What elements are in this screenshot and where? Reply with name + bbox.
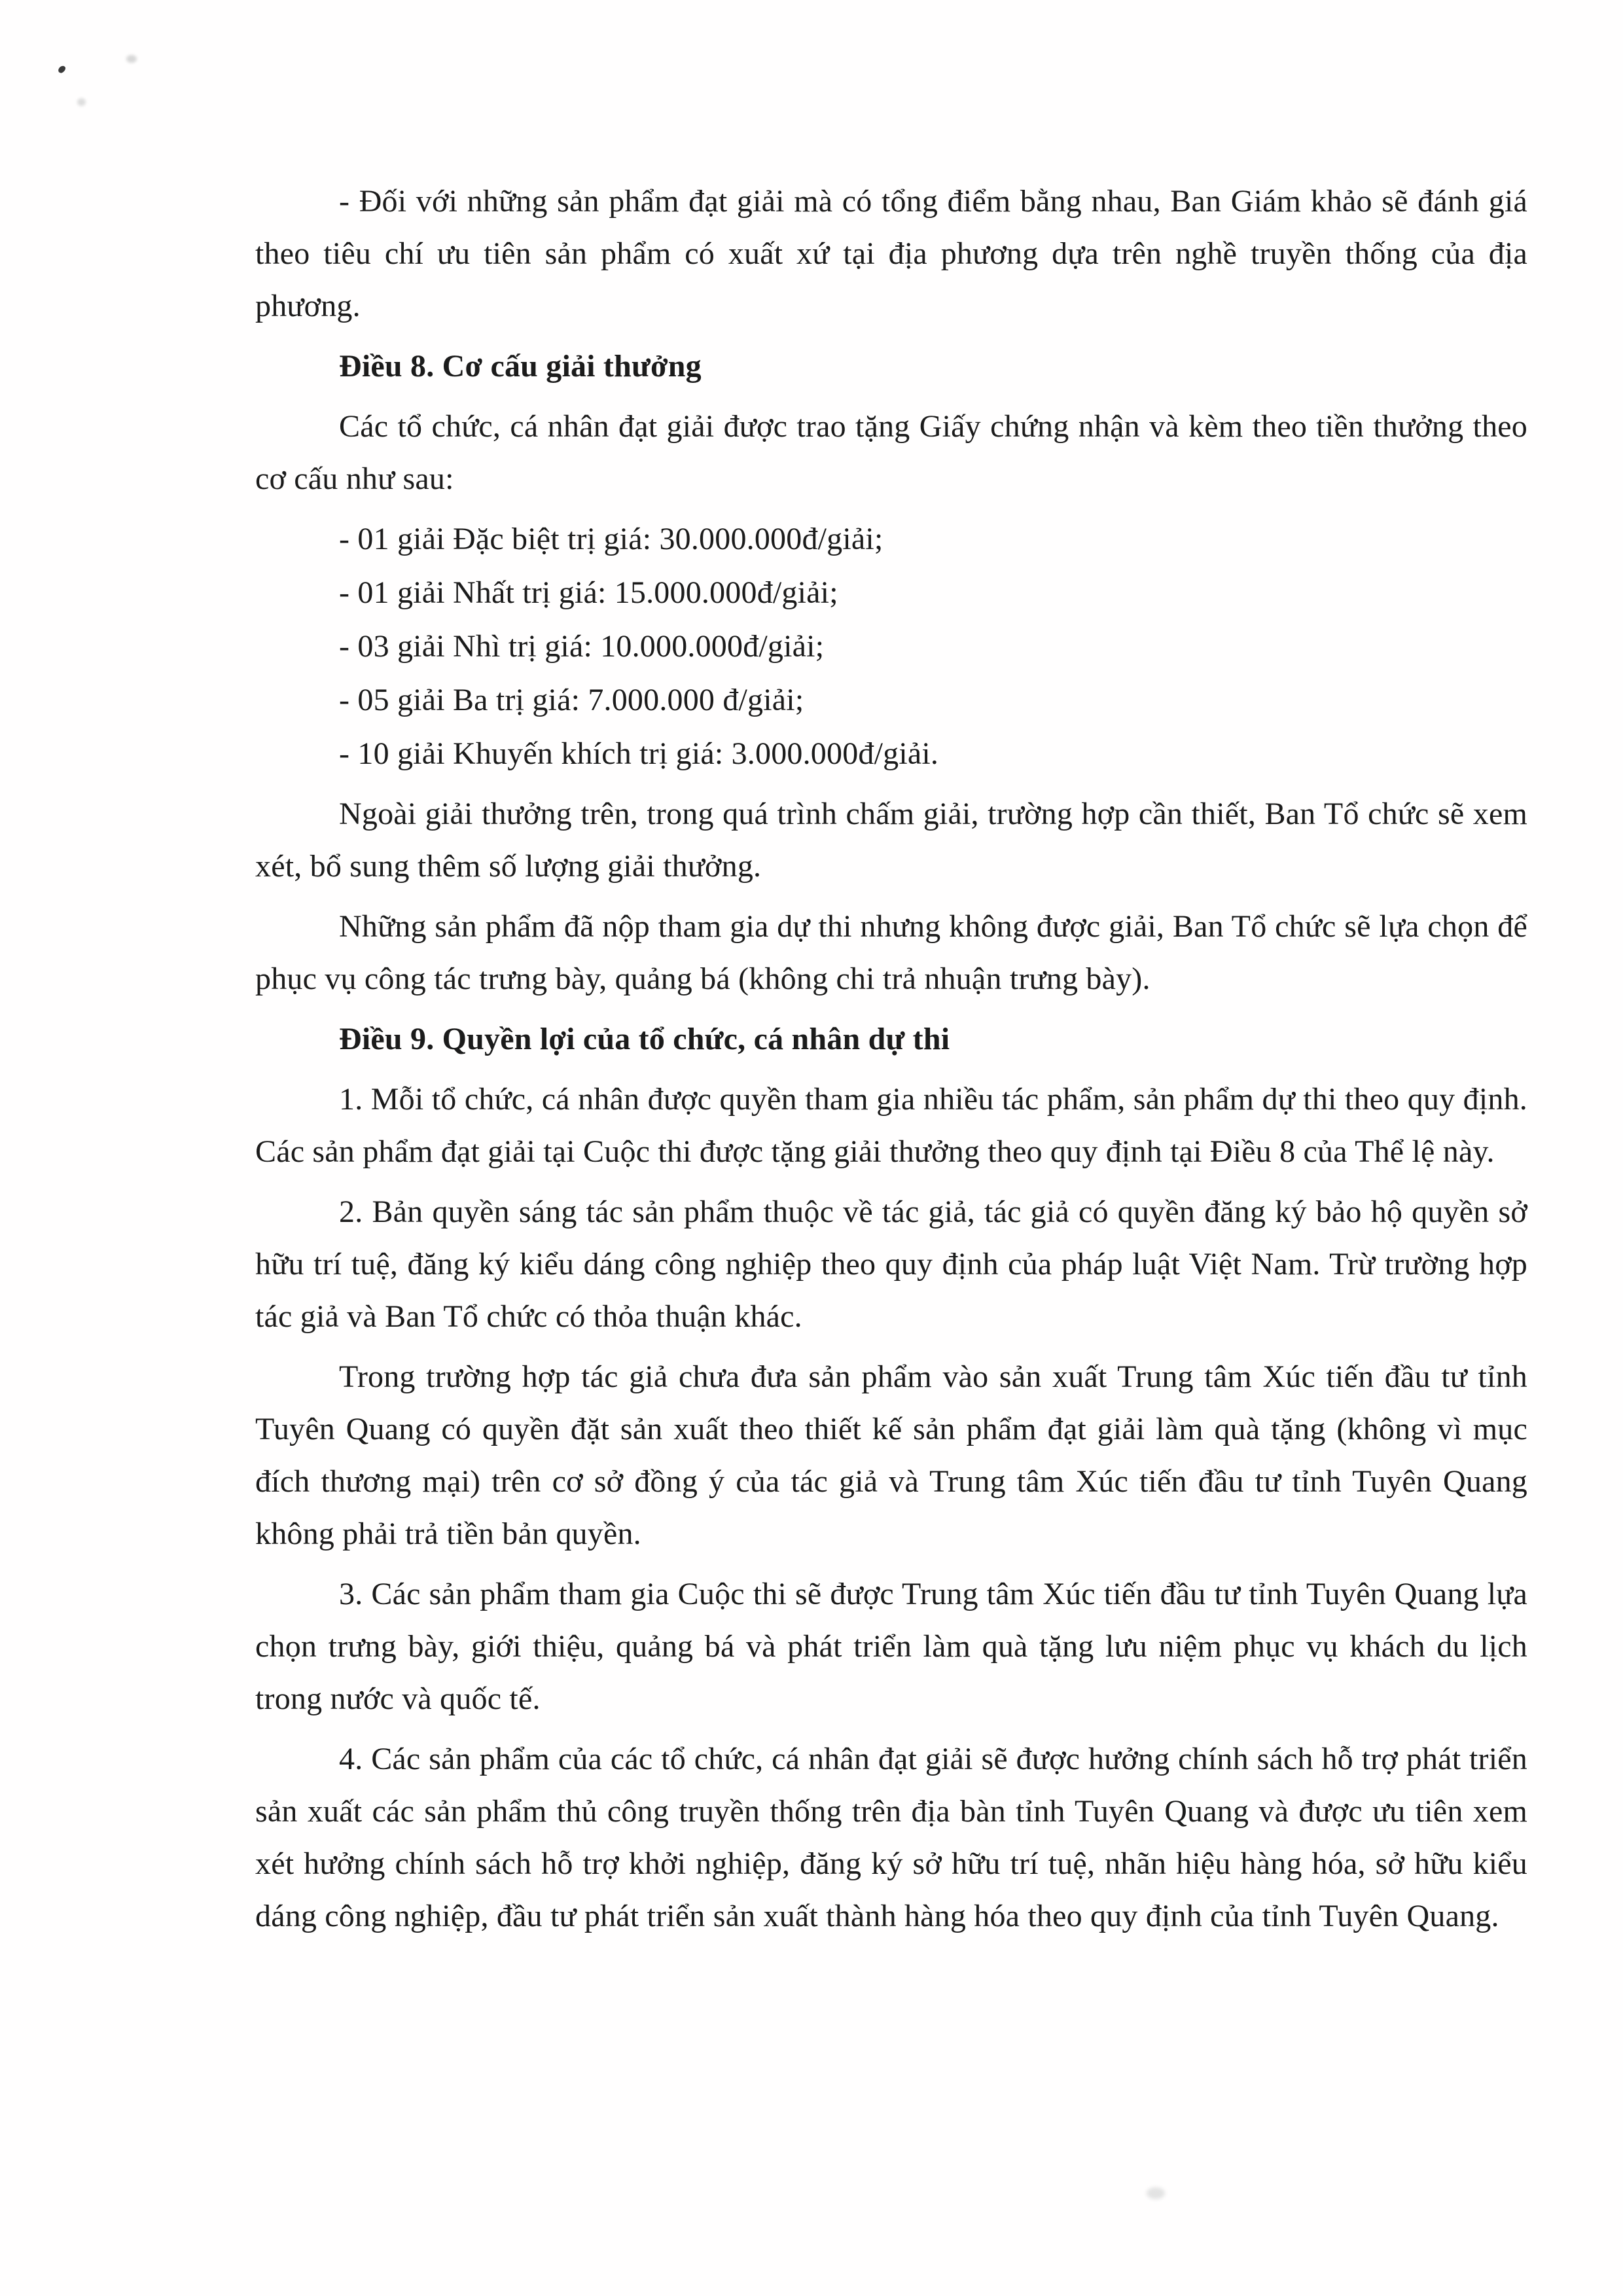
prize-list-item-consolation: - 10 giải Khuyến khích trị giá: 3.000.000đ/giải. (339, 736, 939, 771)
scan-speck-faint (77, 98, 86, 106)
section-heading-article-8: Điều 8. Cơ cấu giải thưởng (339, 349, 702, 384)
section-heading-article-9: Điều 9. Quyền lợi của tổ chức, cá nhân dự thi (339, 1022, 950, 1056)
scan-speck-faint (126, 55, 137, 63)
prize-list-item-special: - 01 giải Đặc biệt trị giá: 30.000.000đ/giải; (339, 522, 883, 556)
paragraph-display-note: Những sản phẩm đã nộp tham gia dự thi nhưng không được giải, Ban Tổ chức sẽ lựa chọn để phục vụ công tác trưng bày, quảng bá (không chi trả nhuận trưng bày). (255, 909, 1527, 996)
paragraph-article8-intro: Các tổ chức, cá nhân đạt giải được trao tặng Giấy chứng nhận và kèm theo tiền thưởng theo cơ cấu như sau: (255, 409, 1527, 496)
paragraph-article9-clause2: 2. Bản quyền sáng tác sản phẩm thuộc về tác giả, tác giả có quyền đăng ký bảo hộ quyền sở hữu trí tuệ, đăng ký kiểu dáng công nghiệp theo quy định của pháp luật Việt Nam. Trừ trường hợp tác giả và Ban Tổ chức có thỏa thuận khác. (255, 1194, 1527, 1334)
prize-list-item-third: - 05 giải Ba trị giá: 7.000.000 đ/giải; (339, 683, 804, 717)
paragraph-article9-clause4: 4. Các sản phẩm của các tổ chức, cá nhân đạt giải sẽ được hưởng chính sách hỗ trợ phát triển sản xuất các sản phẩm thủ công truyền thống trên địa bàn tỉnh Tuyên Quang và được ưu tiên xem xét hưởng chính sách hỗ trợ khởi nghiệp, đăng ký sở hữu trí tuệ, nhãn hiệu hàng hóa, sở hữu kiểu dáng công nghiệp, đầu tư phát triển sản xuất thành hàng hóa theo quy định của tỉnh Tuyên Quang. (255, 1742, 1527, 1933)
prize-list-item-first: - 01 giải Nhất trị giá: 15.000.000đ/giải; (339, 575, 838, 610)
prize-list-item-second: - 03 giải Nhì trị giá: 10.000.000đ/giải; (339, 629, 825, 664)
scan-smudge (1147, 2187, 1165, 2199)
paragraph-additional-prizes-note: Ngoài giải thưởng trên, trong quá trình chấm giải, trường hợp cần thiết, Ban Tổ chức sẽ xem xét, bổ sung thêm số lượng giải thưởng. (255, 797, 1527, 884)
paragraph-article9-clause1: 1. Mỗi tổ chức, cá nhân được quyền tham gia nhiều tác phẩm, sản phẩm dự thi theo quy định. Các sản phẩm đạt giải tại Cuộc thi được tặng giải thưởng theo quy định tại Điều 8 của Thể lệ này. (255, 1082, 1527, 1169)
document-text-block (255, 175, 1527, 1950)
paragraph-article9-clause2-note: Trong trường hợp tác giả chưa đưa sản phẩm vào sản xuất Trung tâm Xúc tiến đầu tư tỉnh Tuyên Quang có quyền đặt sản xuất theo thiết kế sản phẩm đạt giải làm quà tặng (không vì mục đích thương mại) trên cơ sở đồng ý của tác giả và Trung tâm Xúc tiến đầu tư tỉnh Tuyên Quang không phải trả tiền bản quyền. (255, 1359, 1527, 1551)
paragraph-article9-clause3: 3. Các sản phẩm tham gia Cuộc thi sẽ được Trung tâm Xúc tiến đầu tư tỉnh Tuyên Quang lựa chọn trưng bày, giới thiệu, quảng bá và phát triển làm quà tặng lưu niệm phục vụ khách du lịch trong nước và quốc tế. (255, 1577, 1527, 1716)
paragraph-equal-score-note: - Đối với những sản phẩm đạt giải mà có tổng điểm bằng nhau, Ban Giám khảo sẽ đánh giá theo tiêu chí ưu tiên sản phẩm có xuất xứ tại địa phương dựa trên nghề truyền thống của địa phương. (255, 184, 1527, 323)
scan-speck-dark (57, 65, 66, 75)
